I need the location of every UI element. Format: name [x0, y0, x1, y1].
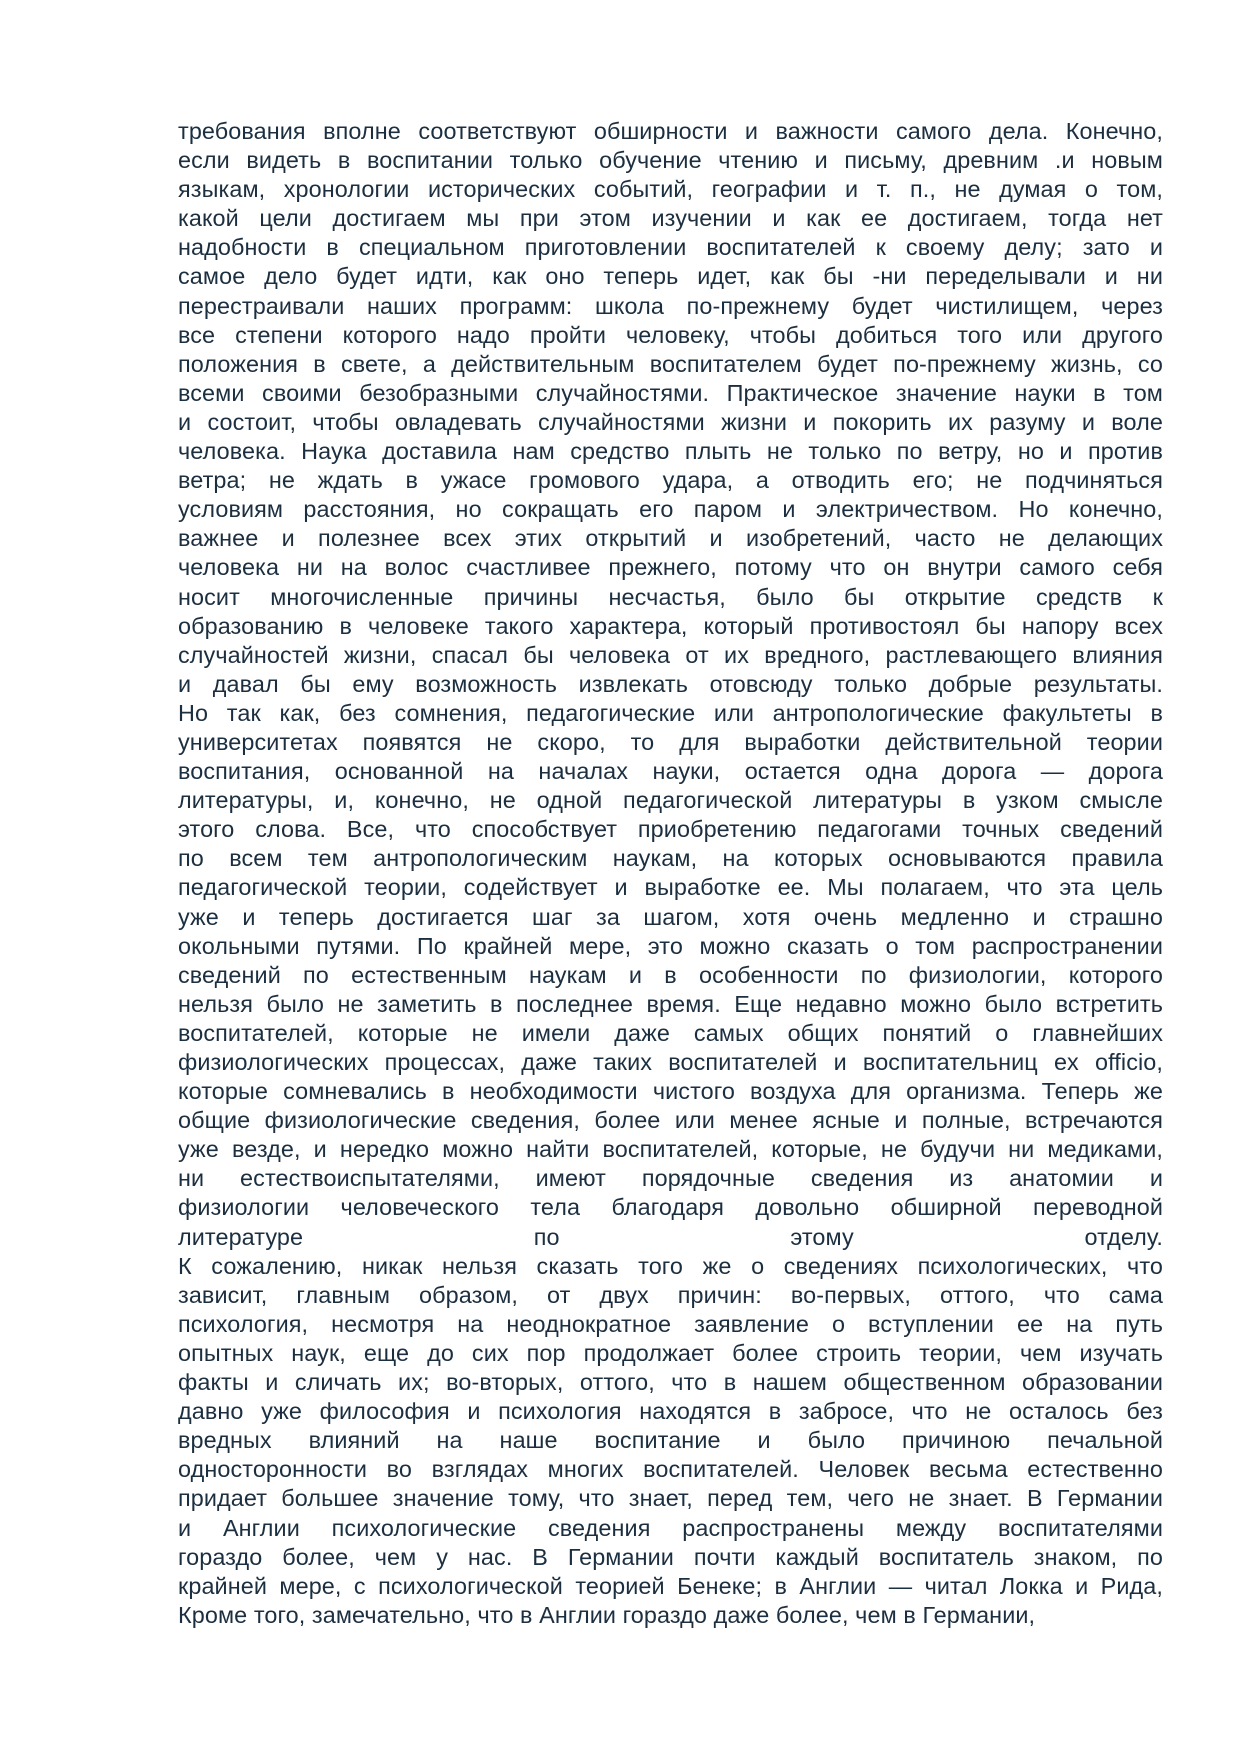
- text-line: человека. Наука доставила нам средство плыть не только по ветру, но и против: [178, 438, 1163, 465]
- text-line: человека ни на волос счастливее прежнего, потому что он внутри самого себя: [178, 554, 1163, 581]
- text-line: нельзя было не заметить в последнее время. Еще недавно можно было встретить: [178, 990, 1163, 1017]
- text-line: литературы, и, конечно, не одной педагогической литературы в узком смысле: [178, 787, 1163, 814]
- text-line: воспитания, основанной на началах науки, остается одна дорога — дорога: [178, 758, 1163, 785]
- text-line: давно уже философия и психология находятся в забросе, что не осталось без: [178, 1398, 1163, 1425]
- text-line: педагогической теории, содействует и выработке ее. Мы полагаем, что эта цель: [178, 874, 1163, 901]
- text-line: литературе по этому отделу.: [178, 1223, 1163, 1250]
- text-line: опытных наук, еще до сих пор продолжает более строить теории, чем изучать: [178, 1339, 1163, 1366]
- text-line: Кроме того, замечательно, что в Англии гораздо даже более, чем в Германии,: [178, 1601, 1036, 1628]
- text-line: крайней мере, с психологической теорией Бенеке; в Англии — читал Локка и Рида,: [178, 1572, 1163, 1599]
- text-line: вредных влияний на наше воспитание и было причиною печальной: [178, 1427, 1163, 1454]
- text-line: важнее и полезнее всех этих открытий и изобретений, часто не делающих: [178, 525, 1163, 552]
- text-line: университетах появятся не скоро, то для выработки действительной теории: [178, 728, 1163, 755]
- text-line: психология, несмотря на неоднократное заявление о вступлении ее на путь: [178, 1310, 1163, 1337]
- text-line: которые сомневались в необходимости чистого воздуха для организма. Теперь же: [178, 1078, 1163, 1105]
- text-line: носит многочисленные причины несчастья, было бы открытие средств к: [178, 583, 1163, 610]
- text-line: и состоит, чтобы овладевать случайностями жизни и покорить их разуму и воле: [178, 408, 1163, 435]
- text-line: ни естествоиспытателями, имеют порядочные сведения из анатомии и: [178, 1165, 1163, 1192]
- text-line: перестраивали наших программ: школа по-прежнему будет чистилищем, через: [178, 292, 1163, 319]
- text-line: требования вполне соответствуют обширности и важности самого дела. Конечно,: [178, 118, 1163, 144]
- text-line: если видеть в воспитании только обучение чтению и письму, древним .и новым: [178, 147, 1163, 174]
- text-line: всеми своими безобразными случайностями. Практическое значение науки в том: [178, 379, 1163, 406]
- text-line: все степени которого надо пройти человеку, чтобы добиться того или другого: [178, 321, 1163, 348]
- text-line: уже везде, и нередко можно найти воспитателей, которые, не будучи ни медиками,: [178, 1136, 1163, 1163]
- text-line: условиям расстояния, но сокращать его паром и электричеством. Но конечно,: [178, 496, 1163, 523]
- text-line: уже и теперь достигается шаг за шагом, хотя очень медленно и страшно: [178, 903, 1163, 930]
- text-line: физиологии человеческого тела благодаря довольно обширной переводной: [178, 1194, 1163, 1221]
- text-line: ветра; не ждать в ужасе громового удара, а отводить его; не подчиняться: [178, 467, 1163, 494]
- text-line: факты и сличать их; во-вторых, оттого, что в нашем общественном образовании: [178, 1369, 1163, 1396]
- text-line: языкам, хронологии исторических событий, географии и т. п., не думая о том,: [178, 176, 1163, 203]
- text-line: общие физиологические сведения, более или менее ясные и полные, встречаются: [178, 1107, 1163, 1134]
- text-line: физиологических процессах, даже таких воспитателей и воспитательниц ex officio,: [178, 1049, 1163, 1075]
- text-line: по всем тем антропологическим наукам, на которых основываются правила: [178, 845, 1163, 872]
- text-line: надобности в специальном приготовлении воспитателей к своему делу; зато и: [178, 234, 1163, 261]
- text-line: окольными путями. По крайней мере, это можно сказать о том распространении: [178, 932, 1163, 959]
- text-line: и Англии психологические сведения распространены между воспитателями: [178, 1514, 1163, 1541]
- text-line: положения в свете, а действительным воспитателем будет по-прежнему жизнь, со: [178, 350, 1163, 377]
- text-line: придает большее значение тому, что знает, перед тем, чего не знает. В Германии: [178, 1485, 1163, 1512]
- text-line: сведений по естественным наукам и в особенности по физиологии, которого: [178, 961, 1163, 988]
- text-line: гораздо более, чем у нас. В Германии почти каждый воспитатель знаком, по: [178, 1543, 1163, 1570]
- text-line: зависит, главным образом, от двух причин: во-первых, оттого, что сама: [178, 1281, 1163, 1308]
- body-text: [178, 117, 1163, 1630]
- text-line: какой цели достигаем мы при этом изучении и как ее достигаем, тогда нет: [178, 205, 1163, 232]
- text-line: К сожалению, никак нельзя сказать того же о сведениях психологических, что: [178, 1252, 1163, 1279]
- text-line: Но так как, без сомнения, педагогические или антропологические факультеты в: [178, 699, 1163, 726]
- text-line: случайностей жизни, спасал бы человека от их вредного, растлевающего влияния: [178, 641, 1163, 668]
- text-line: образованию в человеке такого характера, который противостоял бы напору всех: [178, 612, 1163, 639]
- text-line: воспитателей, которые не имели даже самых общих понятий о главнейших: [178, 1019, 1163, 1046]
- text-line: этого слова. Все, что способствует приобретению педагогами точных сведений: [178, 816, 1163, 843]
- text-line: и давал бы ему возможность извлекать отовсюду только добрые результаты.: [178, 670, 1163, 697]
- text-line: самое дело будет идти, как оно теперь идет, как бы -ни переделывали и ни: [178, 263, 1163, 290]
- text-line: односторонности во взглядах многих воспитателей. Человек весьма естественно: [178, 1456, 1163, 1483]
